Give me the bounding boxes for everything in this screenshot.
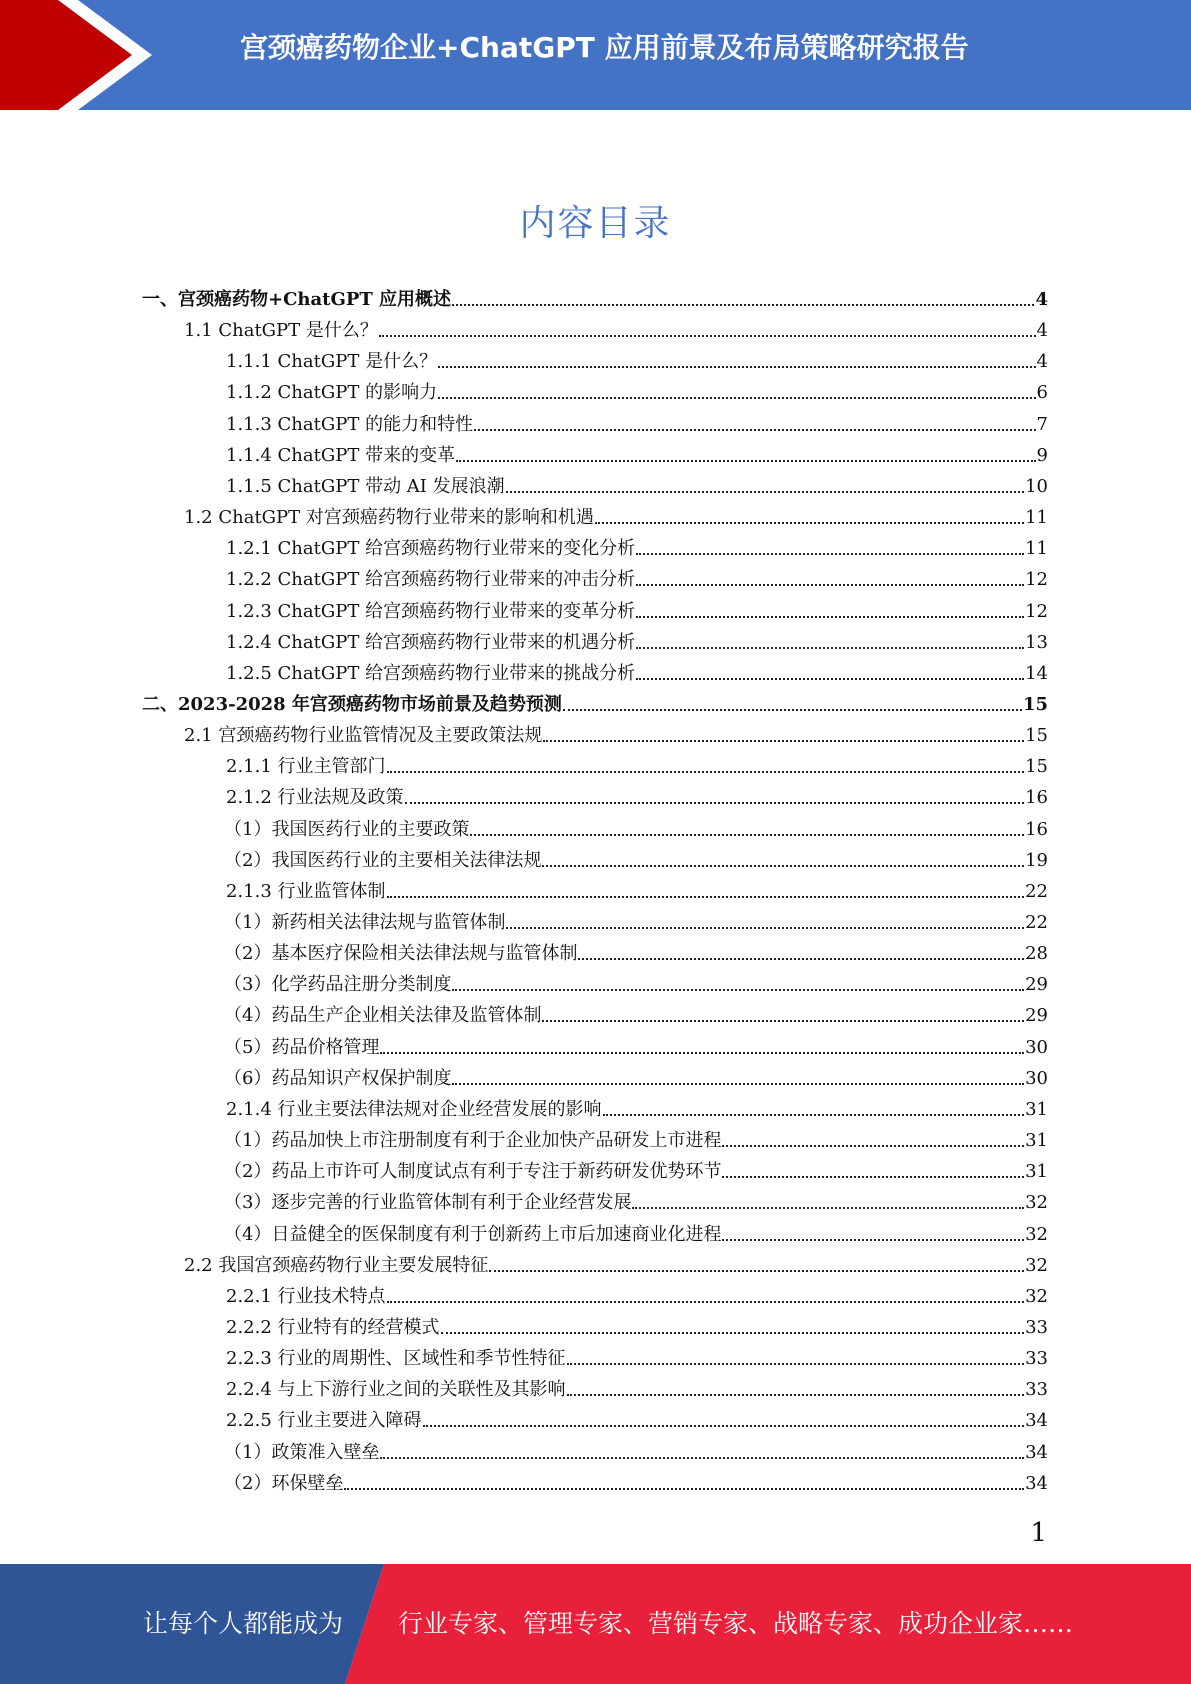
toc-entry-label: 二、2023-2028 年宫颈癌药物市场前景及趋势预测 [142,694,562,715]
toc-dot-leader [438,366,1035,368]
toc-dot-leader [387,771,1025,773]
toc-entry-page: 33 [1025,1348,1048,1369]
toc-dot-leader [452,989,1024,991]
toc-entry-label: 2.1.4 行业主要法律法规对企业经营发展的影响 [226,1099,602,1120]
toc-entry[interactable] [142,284,1048,315]
toc-dot-leader [379,335,1036,337]
toc-entry[interactable] [226,471,1048,502]
toc-entry-page: 31 [1025,1099,1048,1120]
toc-entry[interactable] [226,564,1048,595]
toc-entry-label: 2.1.1 行业主管部门 [226,756,386,777]
toc-entry-page: 30 [1025,1068,1048,1089]
toc-dot-leader [452,304,1034,306]
toc-dot-leader [506,927,1024,929]
toc-entry-label: （2）药品上市许可人制度试点有利于专注于新药研发优势环节 [224,1161,722,1182]
toc-entry[interactable] [226,533,1048,564]
toc-dot-leader [542,865,1024,867]
toc-dot-leader [563,709,1022,711]
toc-entry-page: 4 [1036,351,1048,372]
toc-entry-page: 4 [1035,289,1048,310]
toc-entry-label: （2）环保壁垒 [224,1473,344,1494]
toc-dot-leader [489,1270,1024,1272]
toc-entry-label: 2.2.1 行业技术特点 [226,1286,386,1307]
toc-dot-leader [722,1239,1024,1241]
toc-entry-label: 1.2.3 ChatGPT 给宫颈癌药物行业带来的变革分析 [226,601,636,622]
toc-entry[interactable] [226,751,1048,782]
toc-entry-page: 15 [1025,756,1048,777]
toc-entry-page: 34 [1025,1442,1048,1463]
toc-entry[interactable] [184,720,1048,751]
toc-entry-page: 6 [1036,382,1048,403]
toc-entry-page: 33 [1025,1317,1048,1338]
toc-entry-page: 31 [1025,1130,1048,1151]
toc-dot-leader [567,1394,1025,1396]
toc-dot-leader [387,896,1025,898]
toc-dot-leader [636,678,1024,680]
toc-entry-label: 1.1.3 ChatGPT 的能力和特性 [226,414,474,435]
toc-dot-leader [452,1083,1024,1085]
toc-entry[interactable] [224,907,1048,938]
toc-dot-leader [380,1457,1024,1459]
toc-dot-leader [542,1020,1024,1022]
toc-entry-label: 1.2.5 ChatGPT 给宫颈癌药物行业带来的挑战分析 [226,663,636,684]
toc-entry-page: 10 [1025,476,1048,497]
toc-entry[interactable] [224,1156,1048,1187]
toc-entry-label: （1）我国医药行业的主要政策 [224,819,470,840]
toc-entry[interactable] [226,658,1048,689]
footer-slogan-right: 行业专家、管理专家、营销专家、战略专家、成功企业家…… [398,1609,1074,1638]
toc-entry-label: 1.2.4 ChatGPT 给宫颈癌药物行业带来的机遇分析 [226,632,636,653]
toc-entry-page: 32 [1025,1224,1048,1245]
toc-entry-page: 16 [1025,787,1048,808]
toc-title: 内容目录 [519,203,672,244]
toc-dot-leader [380,1052,1024,1054]
toc-entry-page: 32 [1025,1286,1048,1307]
toc-entry-page: 14 [1025,663,1048,684]
toc-entry-label: 1.2.1 ChatGPT 给宫颈癌药物行业带来的变化分析 [226,538,636,559]
toc-entry-label: 2.1.3 行业监管体制 [226,881,386,902]
toc-entry-page: 11 [1025,507,1048,528]
toc-entry[interactable] [226,596,1048,627]
toc-dot-leader [387,1301,1025,1303]
toc-entry[interactable] [224,969,1048,1000]
toc-entry-label: 2.1.2 行业法规及政策 [226,787,404,808]
report-title: 宫颈癌药物企业+ChatGPT 应用前景及布局策略研究报告 [240,31,969,64]
toc-entry[interactable] [224,1219,1048,1250]
toc-entry-label: 1.1.5 ChatGPT 带动 AI 发展浪潮 [226,476,505,497]
footer-slogan-left: 让每个人都能成为 [143,1609,344,1638]
toc-entry[interactable] [226,346,1048,377]
toc-entry-page: 11 [1025,538,1048,559]
toc-entry-page: 34 [1025,1410,1048,1431]
toc-entry-label: 2.2.4 与上下游行业之间的关联性及其影响 [226,1379,566,1400]
toc-dot-leader [636,584,1024,586]
toc-entry-page: 29 [1025,1005,1048,1026]
toc-entry[interactable] [226,1374,1048,1405]
toc-entry-page: 32 [1025,1192,1048,1213]
toc-entry-page: 13 [1025,632,1048,653]
toc-dot-leader [595,522,1024,524]
toc-dot-leader [722,1145,1024,1147]
toc-dot-leader [423,1425,1025,1427]
toc-entry-page: 28 [1025,943,1048,964]
toc-dot-leader [636,616,1024,618]
toc-entry-page: 29 [1025,974,1048,995]
toc-entry-page: 31 [1025,1161,1048,1182]
toc-dot-leader [543,740,1024,742]
footer-band [0,1564,1191,1684]
toc-entry-page: 34 [1025,1473,1048,1494]
toc-entry[interactable] [184,315,1048,346]
toc-entry[interactable] [226,1281,1048,1312]
toc-entry-label: （1）药品加快上市注册制度有利于企业加快产品研发上市进程 [224,1130,722,1151]
toc-dot-leader [636,553,1024,555]
toc-entry[interactable] [224,1125,1048,1156]
toc-entry[interactable] [184,502,1048,533]
toc-entry[interactable] [226,377,1048,408]
toc-dot-leader [603,1114,1025,1116]
toc-entry[interactable] [224,845,1048,876]
toc-entry-label: 1.1 ChatGPT 是什么？ [184,320,378,341]
toc-dot-leader [441,1332,1025,1334]
toc-entry-label: （4）药品生产企业相关法律及监管体制 [224,1005,542,1026]
toc-entry-page: 22 [1025,881,1048,902]
toc-dot-leader [578,958,1024,960]
toc-entry[interactable] [226,627,1048,658]
toc-dot-leader [470,834,1024,836]
toc-entry-page: 9 [1036,445,1048,466]
toc-entry-label: （6）药品知识产权保护制度 [224,1068,452,1089]
toc-entry[interactable] [226,1312,1048,1343]
toc-entry-page: 16 [1025,819,1048,840]
toc-entry-page: 12 [1025,601,1048,622]
page-number: 1 [1030,1518,1047,1548]
header-band [0,0,1191,110]
toc-dot-leader [567,1363,1025,1365]
toc-entry-label: （3）逐步完善的行业监管体制有利于企业经营发展 [224,1192,632,1213]
toc-entry-page: 30 [1025,1037,1048,1058]
toc-entry[interactable] [224,814,1048,845]
toc-entry[interactable] [224,938,1048,969]
toc-entry[interactable] [224,1000,1048,1031]
toc-entry-label: 2.2 我国宫颈癌药物行业主要发展特征 [184,1255,489,1276]
toc-entry-label: （5）药品价格管理 [224,1037,380,1058]
toc-entry[interactable] [224,1437,1048,1468]
toc-entry-label: 一、宫颈癌药物+ChatGPT 应用概述 [142,289,452,310]
toc-entry[interactable] [142,689,1048,720]
toc-entry-label: 1.1.4 ChatGPT 带来的变革 [226,445,456,466]
toc-entry-label: 1.2.2 ChatGPT 给宫颈癌药物行业带来的冲击分析 [226,569,636,590]
toc-entry-page: 4 [1036,320,1048,341]
toc-entry[interactable] [226,782,1048,813]
toc-dot-leader [506,491,1024,493]
toc-dot-leader [344,1488,1024,1490]
toc-entry[interactable] [226,1405,1048,1436]
toc-entry-label: （1）政策准入壁垒 [224,1442,380,1463]
toc-entry-label: （2）基本医疗保险相关法律法规与监管体制 [224,943,578,964]
toc-entry[interactable] [226,1094,1048,1125]
toc-dot-leader [474,429,1035,431]
toc-entry[interactable] [184,1250,1048,1281]
toc-dot-leader [438,397,1035,399]
toc-dot-leader [632,1207,1024,1209]
toc-entry[interactable] [224,1187,1048,1218]
toc-entry[interactable] [224,1063,1048,1094]
toc-entry-label: （4）日益健全的医保制度有利于创新药上市后加速商业化进程 [224,1224,722,1245]
toc-entry-label: （1）新药相关法律法规与监管体制 [224,912,506,933]
toc-entry-label: 2.2.2 行业特有的经营模式 [226,1317,440,1338]
toc-dot-leader [722,1176,1024,1178]
toc-entry-label: 2.2.3 行业的周期性、区域性和季节性特征 [226,1348,566,1369]
toc-entry-label: 2.1 宫颈癌药物行业监管情况及主要政策法规 [184,725,543,746]
toc-entry[interactable] [226,409,1048,440]
toc-entry-page: 15 [1025,725,1048,746]
toc-entry-page: 7 [1036,414,1048,435]
toc-entry[interactable] [226,440,1048,471]
toc-entry-label: 2.2.5 行业主要进入障碍 [226,1410,422,1431]
toc-entry[interactable] [224,1468,1048,1499]
toc-entry-page: 32 [1025,1255,1048,1276]
toc-entry-label: 1.1.2 ChatGPT 的影响力 [226,382,438,403]
toc-entry-label: （3）化学药品注册分类制度 [224,974,452,995]
toc-entry-page: 15 [1022,694,1048,715]
toc-entry-page: 33 [1025,1379,1048,1400]
toc-entry-page: 22 [1025,912,1048,933]
toc-entry[interactable] [226,876,1048,907]
toc-entry-label: （2）我国医药行业的主要相关法律法规 [224,850,542,871]
toc-entry-page: 12 [1025,569,1048,590]
toc-entry-label: 1.2 ChatGPT 对宫颈癌药物行业带来的影响和机遇 [184,507,594,528]
toc-dot-leader [405,802,1025,804]
toc-dot-leader [456,460,1035,462]
toc-entry-label: 1.1.1 ChatGPT 是什么？ [226,351,438,372]
toc-entry[interactable] [226,1343,1048,1374]
toc-entry[interactable] [224,1032,1048,1063]
toc-dot-leader [636,647,1024,649]
toc-entry-page: 19 [1025,850,1048,871]
